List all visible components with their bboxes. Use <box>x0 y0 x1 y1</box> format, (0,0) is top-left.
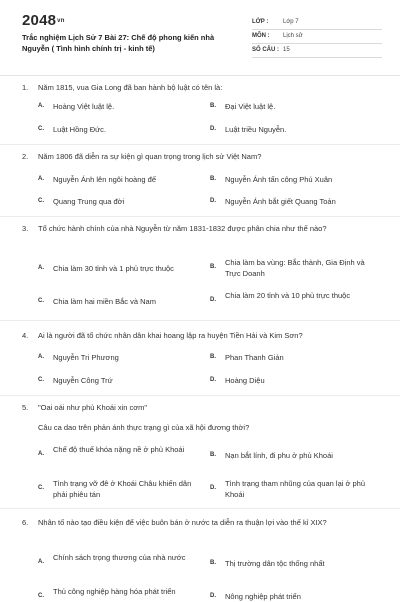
logo-text: 2048 <box>22 12 57 29</box>
option-text: Đại Việt luật lệ. <box>225 102 276 111</box>
question-divider <box>0 395 400 396</box>
option-letter: A. <box>38 451 44 457</box>
meta-label: SỐ CÂU : <box>252 47 279 53</box>
option-text: Chia làm ba vùng: Bắc thành, Gia Định và Trực Doanh <box>225 258 365 278</box>
option-text: Nguyễn Ánh bắt giết Quang Toản <box>225 197 336 206</box>
meta-row-count <box>252 44 382 58</box>
question-5 <box>22 402 382 433</box>
option-text: Thủ công nghiệp hàng hóa phát triển <box>53 587 176 596</box>
question-6 <box>22 517 382 528</box>
meta-label: MÔN : <box>252 33 270 39</box>
option-text: Nạn bắt lính, đi phu ở phủ Khoái <box>225 451 333 460</box>
option-letter: A. <box>38 103 44 109</box>
option-text: Luật triều Nguyễn. <box>225 125 287 134</box>
option-letter: D. <box>210 198 216 204</box>
question-stem <box>22 517 382 528</box>
option-text: Quang Trung qua đời <box>53 197 125 206</box>
option-letter: C. <box>38 485 44 491</box>
option-text: Chia làm hai miền Bắc và Nam <box>53 297 156 306</box>
option-letter: B. <box>210 452 216 458</box>
question-divider <box>0 320 400 321</box>
question-number: 5. <box>22 403 29 412</box>
option-text: Nguyễn Công Trứ <box>53 376 113 385</box>
meta-label: LỚP : <box>252 19 269 25</box>
question-3 <box>22 223 382 234</box>
option-letter: D. <box>210 485 216 491</box>
meta-value: Lớp 7 <box>283 19 299 25</box>
header <box>0 0 400 72</box>
option-letter: B. <box>210 103 216 109</box>
option-letter: B. <box>210 560 216 566</box>
option-text: Chính sách trọng thương của nhà nước <box>53 553 186 562</box>
option-letter: C. <box>38 198 44 204</box>
option-text: Phan Thanh Giản <box>225 353 284 362</box>
question-stem <box>22 402 382 413</box>
option-letter: D. <box>210 126 216 132</box>
question-text: Năm 1806 đã diễn ra sự kiện gì quan trọng trong lịch sử Việt Nam? <box>38 152 262 161</box>
option-text: Nguyễn Ánh tấn công Phú Xuân <box>225 175 333 184</box>
question-stem <box>22 330 382 341</box>
option-letter: C. <box>38 377 44 383</box>
option-letter: A. <box>38 176 44 182</box>
option-letter: B. <box>210 264 216 270</box>
option-letter: C. <box>38 126 44 132</box>
quiz-title: Trắc nghiệm Lịch Sử 7 Bài 27: Chế độ phong kiến nhà Nguyễn ( Tình hình chính trị - kinh tế) <box>22 33 215 53</box>
question-2 <box>22 151 382 162</box>
option-text: Thị trường dân tộc thống nhất <box>225 559 325 568</box>
site-logo[interactable] <box>22 12 65 29</box>
question-text: Nhân tố nào tạo điều kiện để việc buôn bán ở nước ta diễn ra thuận lợi vào thế kỉ XIX? <box>38 518 327 527</box>
option-text: Nông nghiệp phát triển <box>225 592 301 601</box>
option-text: Tình trạng vỡ đê ở Khoái Châu khiến dân phải phiêu tán <box>53 479 192 499</box>
question-text: Ai là người đã tổ chức nhân dân khai hoang lập ra huyện Tiền Hải và Kim Sơn? <box>38 331 303 340</box>
quiz-meta <box>252 16 382 58</box>
question-number: 6. <box>22 518 29 527</box>
question-stem <box>22 82 382 93</box>
option-text: Chia làm 30 tỉnh và 1 phủ trực thuộc <box>53 264 174 273</box>
option-text: Luật Hồng Đức. <box>53 125 106 134</box>
meta-value: Lịch sử <box>283 33 303 39</box>
meta-value: 15 <box>283 47 290 53</box>
option-text: Hoàng Diệu <box>225 376 265 385</box>
question-subtext: Câu ca dao trên phản ánh thực trạng gì của xã hội đương thời? <box>38 423 250 432</box>
question-4 <box>22 330 382 341</box>
option-letter: B. <box>210 176 216 182</box>
option-text: Chế độ thuế khóa nặng nề ở phủ Khoái <box>53 445 185 454</box>
option-letter: A. <box>38 559 44 565</box>
option-text: Nguyễn Ánh lên ngôi hoàng đế <box>53 175 157 184</box>
meta-row-subject <box>252 30 382 44</box>
option-letter: D. <box>210 377 216 383</box>
question-text: Tổ chức hành chính của nhà Nguyễn từ năm 1831-1832 được phân chia như thế nào? <box>38 224 327 233</box>
question-stem <box>22 223 382 234</box>
option-letter: C. <box>38 298 44 304</box>
meta-row-grade <box>252 16 382 30</box>
option-letter: B. <box>210 354 216 360</box>
option-letter: A. <box>38 265 44 271</box>
option-letter: C. <box>38 593 44 599</box>
logo-suffix: vn <box>57 18 65 25</box>
question-number: 3. <box>22 224 29 233</box>
option-letter: D. <box>210 297 216 303</box>
question-number: 4. <box>22 331 29 340</box>
header-divider <box>0 75 400 76</box>
option-text: Tình trạng tham nhũng của quan lại ở phủ Khoái <box>225 479 366 499</box>
question-number: 2. <box>22 152 29 161</box>
question-divider <box>0 508 400 509</box>
question-divider <box>0 216 400 217</box>
question-divider <box>0 144 400 145</box>
question-number: 1. <box>22 83 29 92</box>
option-text: Chia làm 20 tỉnh và 10 phủ trực thuộc <box>225 291 351 300</box>
question-stem <box>22 151 382 162</box>
question-text: "Oai oái như phủ Khoái xin cơm" <box>38 403 148 412</box>
option-text: Nguyễn Tri Phương <box>53 353 119 362</box>
option-letter: A. <box>38 354 44 360</box>
question-1 <box>22 82 382 93</box>
option-text: Hoàng Việt luật lệ. <box>53 102 115 111</box>
option-letter: D. <box>210 593 216 599</box>
question-text: Năm 1815, vua Gia Long đã ban hành bộ luật có tên là: <box>38 83 223 92</box>
